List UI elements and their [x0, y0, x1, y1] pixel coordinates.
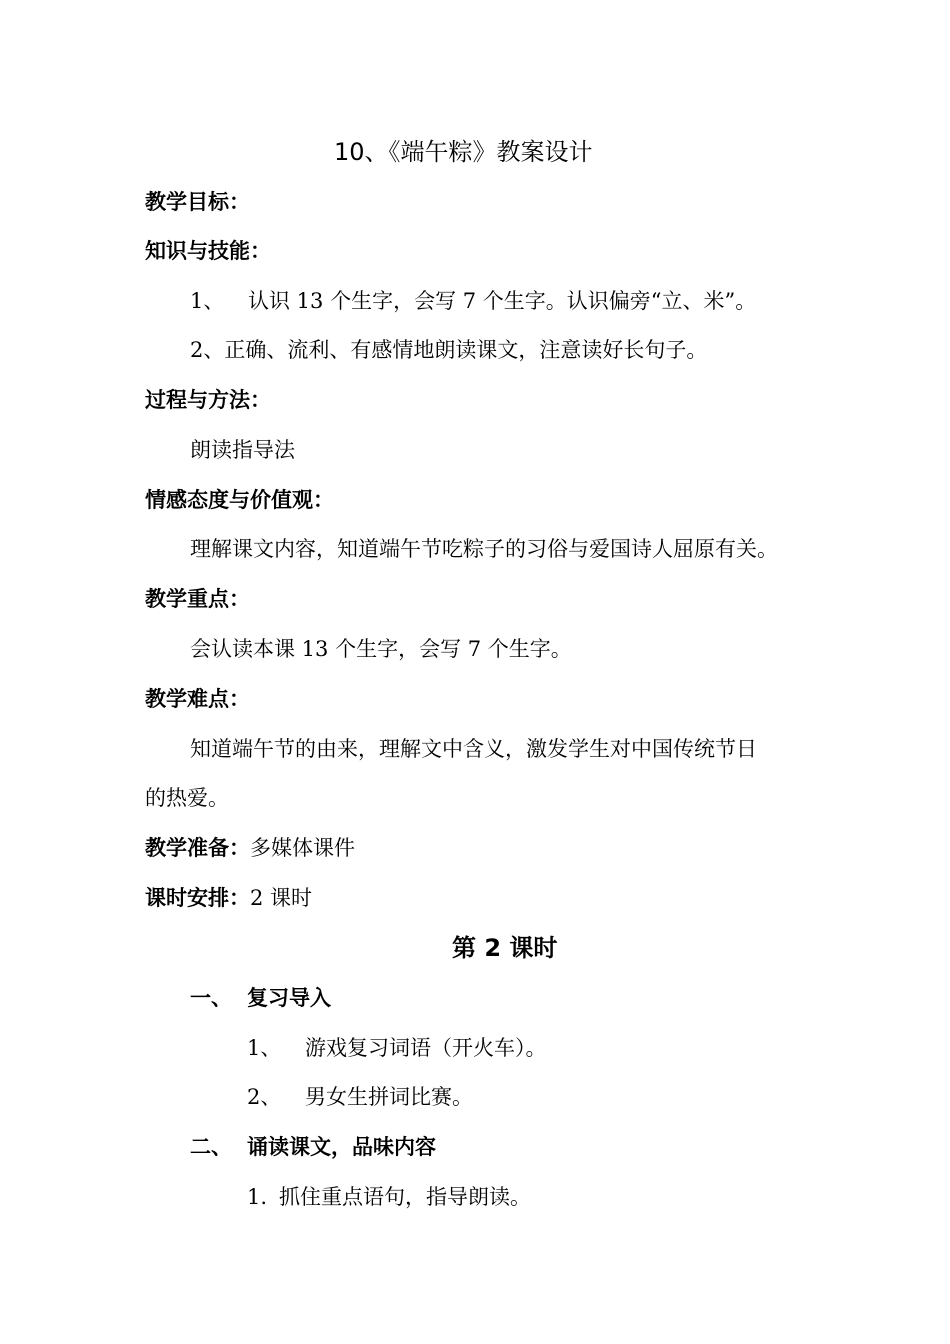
section-2-item-1-text: 抓住重点语句，指导朗读。: [279, 1185, 531, 1209]
document-title: 10、《端午粽》教案设计: [334, 138, 593, 166]
section-2-heading: [190, 1133, 436, 1161]
process-text: 朗读指导法: [190, 438, 295, 462]
section-2-item-1: [247, 1183, 531, 1211]
schedule-value: 2 课时: [250, 886, 313, 910]
key-points-heading: 教学重点：: [145, 587, 250, 611]
section-1-item-1-num: 1、: [247, 1036, 282, 1060]
emotion-heading: 情感态度与价值观：: [145, 488, 334, 512]
section-1-item-1-text: 游戏复习词语（开火车）。: [305, 1036, 547, 1060]
knowledge-item-1: [190, 287, 756, 315]
section-1-item-2: [247, 1083, 473, 1111]
objectives-heading: 教学目标：: [145, 190, 250, 214]
lesson-heading: 第 2 课时: [452, 934, 558, 962]
section-1-title: 复习导入: [247, 986, 331, 1010]
section-1-heading: [190, 984, 331, 1012]
section-2-num: 二、: [190, 1135, 232, 1159]
section-1-item-2-text: 男女生拼词比赛。: [305, 1085, 473, 1109]
preparation-label: 教学准备：: [145, 836, 250, 860]
key-points-text: 会认读本课 13 个生字，会写 7 个生字。: [190, 637, 572, 661]
difficulties-text-line1: 知道端午节的由来，理解文中含义，激发学生对中国传统节日: [190, 737, 757, 761]
knowledge-heading: 知识与技能：: [145, 239, 271, 263]
section-1-num: 一、: [190, 986, 232, 1010]
section-2-item-1-num: 1.: [247, 1185, 268, 1209]
process-heading: 过程与方法：: [145, 388, 271, 412]
preparation-value: 多媒体课件: [250, 836, 355, 860]
knowledge-item-1-text: 认识 13 个生字，会写 7 个生字。认识偏旁“立、米”。: [248, 289, 757, 313]
section-1-item-2-num: 2、: [247, 1085, 282, 1109]
difficulties-text-line2: 的热爱。: [145, 786, 229, 810]
section-2-title: 诵读课文，品味内容: [247, 1135, 436, 1159]
difficulties-heading: 教学难点：: [145, 687, 250, 711]
emotion-text: 理解课文内容，知道端午节吃粽子的习俗与爱国诗人屈原有关。: [190, 537, 778, 561]
schedule-line: [145, 884, 312, 912]
schedule-label: 课时安排：: [145, 886, 250, 910]
section-1-item-1: [247, 1034, 547, 1062]
preparation-line: [145, 834, 355, 862]
knowledge-item-2: 2、正确、流利、有感情地朗读课文，注意读好长句子。: [190, 338, 708, 362]
knowledge-item-1-num: 1、: [190, 289, 225, 313]
